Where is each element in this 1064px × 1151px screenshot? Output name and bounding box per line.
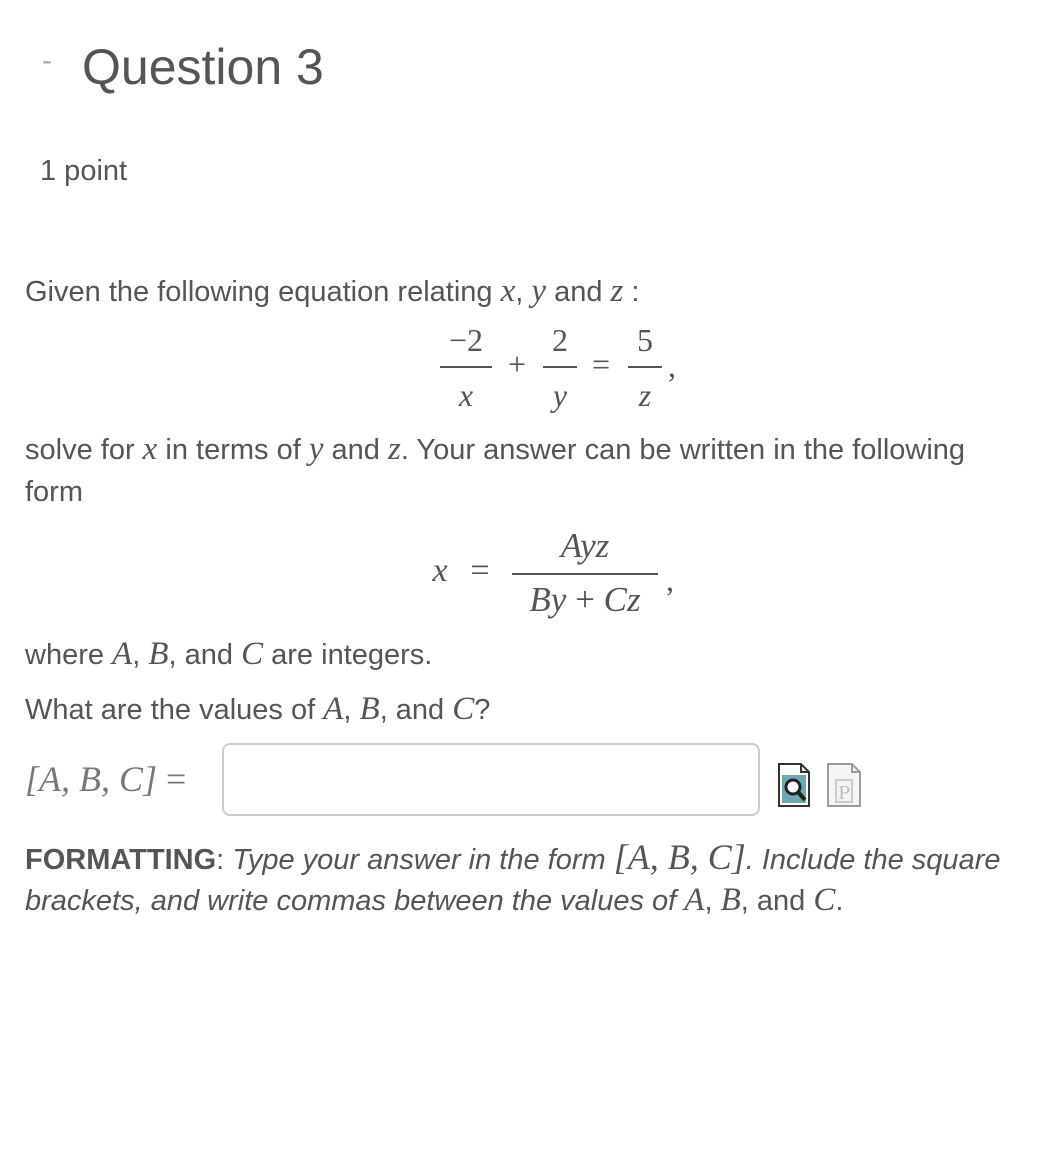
answer-label: [A, B, C] = xyxy=(25,759,187,799)
solve-text-line-2: form xyxy=(25,476,83,508)
fraction-3-bar xyxy=(628,366,662,368)
fraction-1-denominator: x xyxy=(458,377,474,413)
formatting-instructions-line-2: brackets, and write commas between the values of A, B, and C. xyxy=(25,882,844,918)
fraction-3-denominator: z xyxy=(638,377,652,413)
intro-text: Given the following equation relating x, y and z : xyxy=(25,273,640,309)
fraction-2-bar xyxy=(543,366,577,368)
fraction-1-bar xyxy=(440,366,492,368)
collapse-toggle[interactable]: - xyxy=(42,44,52,77)
fraction-2-numerator: 2 xyxy=(552,322,568,358)
magnifier-preview-icon[interactable] xyxy=(777,762,811,813)
solve-text: solve for x in terms of y and z. Your answer can be written in the following xyxy=(25,431,966,467)
equation-1-comma: , xyxy=(668,348,676,384)
svg-text:P: P xyxy=(837,783,851,804)
equation-2-comma: , xyxy=(666,562,674,598)
equation-2-numerator: Ayz xyxy=(560,526,610,565)
equation-2-equals: = xyxy=(470,552,490,589)
where-text: where A, B, and C are integers. xyxy=(25,636,433,672)
fraction-3-numerator: 5 xyxy=(637,322,653,358)
p-document-icon[interactable] xyxy=(826,762,862,813)
plus-sign: + xyxy=(507,346,527,382)
fraction-2-denominator: y xyxy=(552,377,568,413)
equation-2-bar xyxy=(512,573,658,575)
equation-2-lhs: x xyxy=(432,552,448,589)
points-label: 1 point xyxy=(40,155,128,187)
answer-input[interactable] xyxy=(222,743,760,816)
fraction-1-numerator: −2 xyxy=(448,322,484,358)
question-title: Question 3 xyxy=(82,39,324,95)
equation-2-denominator: By + Cz xyxy=(529,580,641,619)
equals-sign: = xyxy=(591,346,611,382)
question-prompt: What are the values of A, B, and C? xyxy=(25,691,491,727)
formatting-instructions: FORMATTING: Type your answer in the form [A, B, C]. Include the square xyxy=(25,837,1001,877)
